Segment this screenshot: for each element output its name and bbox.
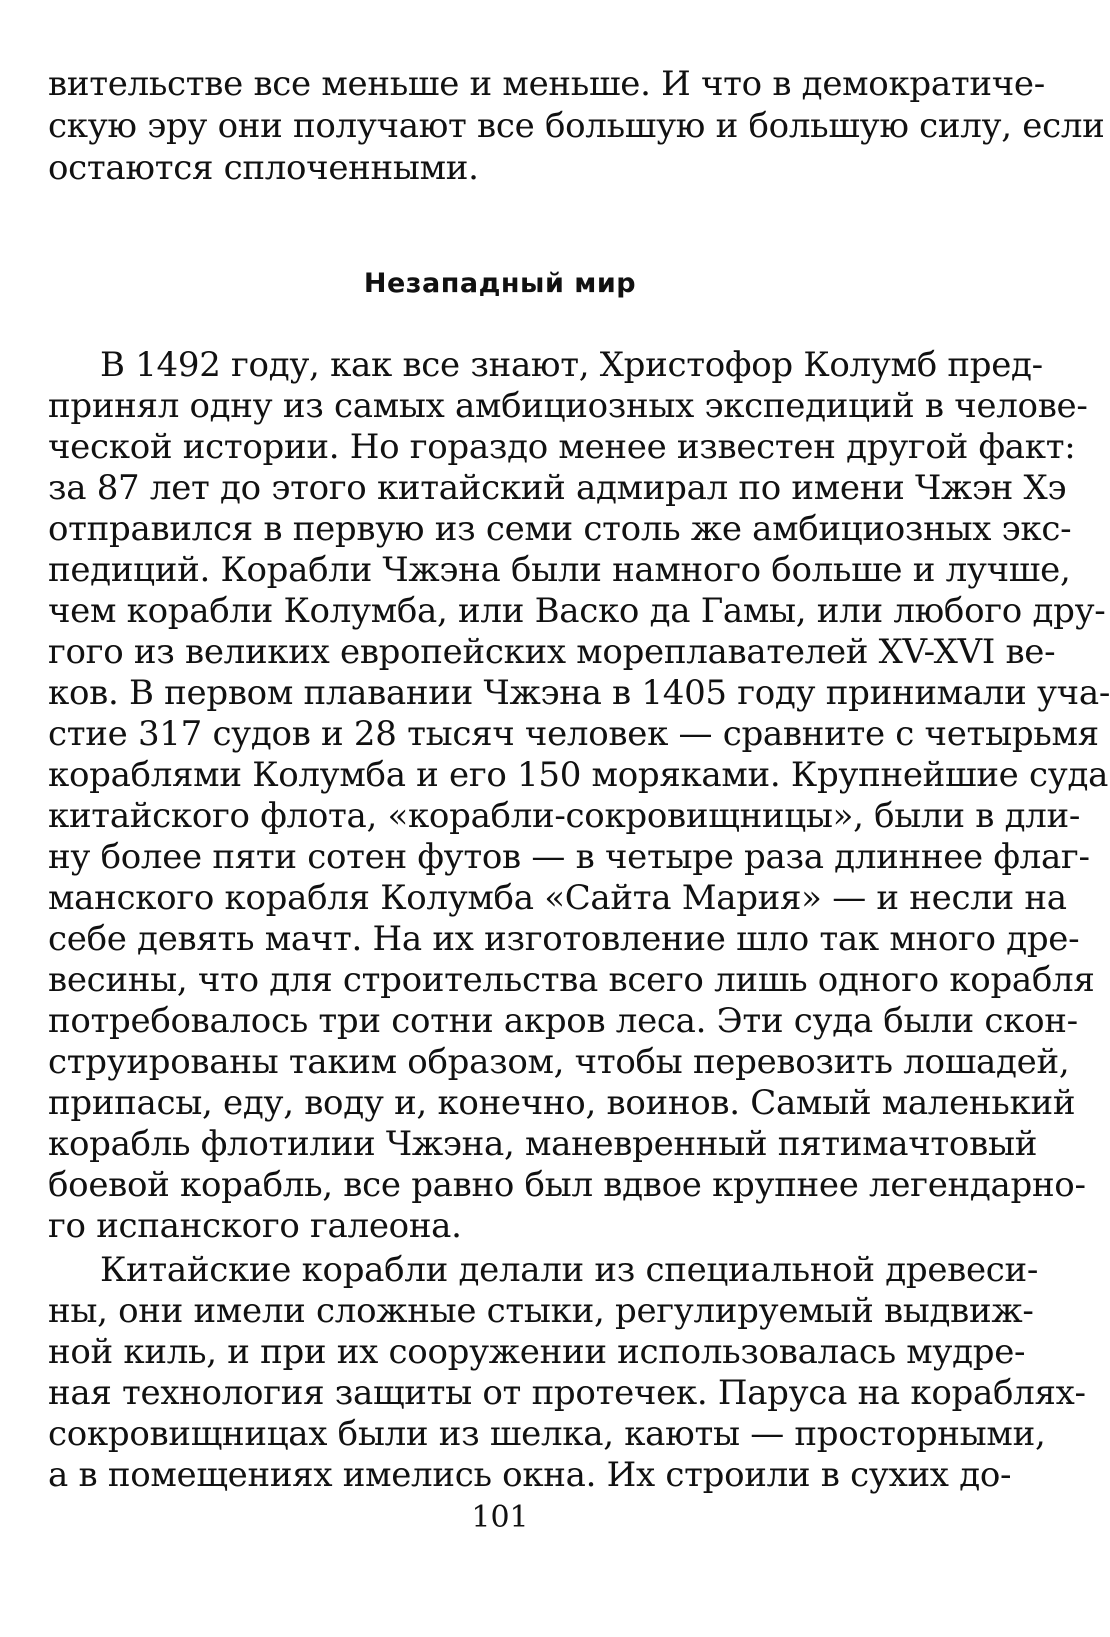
text-line: а в помещениях имелись окна. Их строили в сухих до-	[48, 1455, 1012, 1495]
text-line: кораблями Колумба и его 150 моряками. Крупнейшие суда	[48, 755, 1109, 795]
text-line: ков. В первом плавании Чжэна в 1405 году принимали уча-	[48, 673, 1110, 713]
text-line: стие 317 судов и 28 тысяч человек — сравните с четырьмя	[48, 714, 1099, 754]
text-line: чем корабли Колумба, или Васко да Гамы, или любого дру-	[48, 591, 1106, 631]
text-line: потребовалось три сотни акров леса. Эти суда были скон-	[48, 1001, 1078, 1041]
text-line: принял одну из самых амбициозных экспедиций в челове-	[48, 386, 1088, 426]
text-line: ной киль, и при их сооружении использовалась мудре-	[48, 1332, 1026, 1372]
section-title: Незападный мир	[363, 268, 637, 299]
text-line: манского корабля Колумба «Сайта Мария» — и несли на	[48, 878, 1067, 918]
text-line: весины, что для строительства всего лишь одного корабля	[48, 960, 1095, 1000]
text-line: припасы, еду, воду и, конечно, воинов. Самый маленький	[48, 1083, 1076, 1123]
text-line: ны, они имели сложные стыки, регулируемый выдвиж-	[48, 1291, 1034, 1331]
text-line: сокровищницах были из шелка, каюты — просторными,	[48, 1414, 1046, 1454]
text-line: скую эру они получают все большую и большую силу, если	[48, 106, 1105, 146]
page-number: 101	[471, 1500, 529, 1535]
text-line: боевой корабль, все равно был вдвое крупнее легендарно-	[48, 1165, 1086, 1205]
text-line: В 1492 году, как все знают, Христофор Колумб пред-	[100, 345, 1043, 385]
text-line: за 87 лет до этого китайский адмирал по имени Чжэн Хэ	[48, 468, 1067, 508]
text-line: отправился в первую из семи столь же амбициозных экс-	[48, 509, 1072, 549]
text-line: корабль флотилии Чжэна, маневренный пятимачтовый	[48, 1124, 1038, 1164]
text-line: ческой истории. Но гораздо менее известен другой факт:	[48, 427, 1076, 467]
text-line: остаются сплоченными.	[48, 148, 479, 188]
text-line: ну более пяти сотен футов — в четыре раза длиннее флаг-	[48, 837, 1090, 877]
text-line: вительстве все меньше и меньше. И что в демократиче-	[48, 64, 1045, 104]
text-line: ная технология защиты от протечек. Паруса на кораблях-	[48, 1373, 1086, 1413]
text-line: себе девять мачт. На их изготовление шло так много дре-	[48, 919, 1080, 959]
text-line: го испанского галеона.	[48, 1206, 462, 1246]
text-line: гого из великих европейских мореплавателей XV-XVI ве-	[48, 632, 1056, 672]
text-line: струированы таким образом, чтобы перевозить лошадей,	[48, 1042, 1070, 1082]
text-line: Китайские корабли делали из специальной древеси-	[100, 1250, 1039, 1290]
text-line: педиций. Корабли Чжэна были намного больше и лучше,	[48, 550, 1071, 590]
text-line: китайского флота, «корабли-сокровищницы», были в дли-	[48, 796, 1081, 836]
